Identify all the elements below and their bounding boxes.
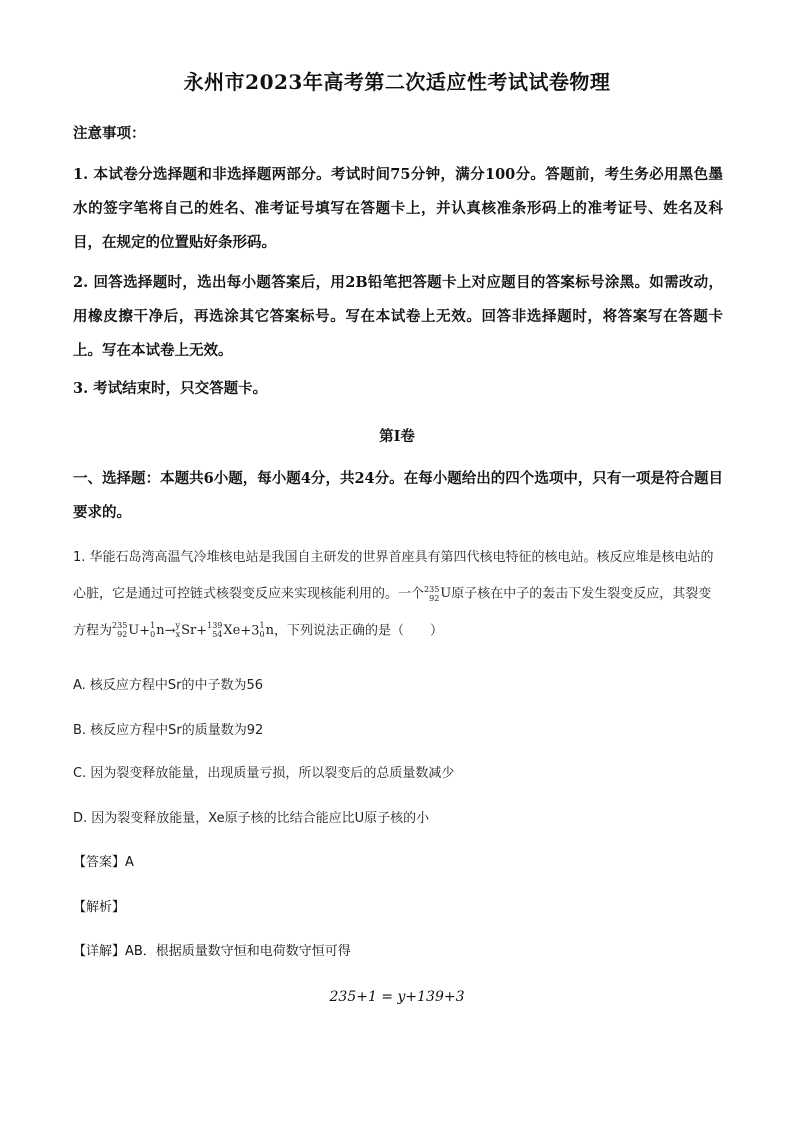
plus-sign-3: + bbox=[240, 623, 252, 638]
n2-symbol: n bbox=[265, 622, 274, 638]
u-mass: 235 bbox=[424, 584, 440, 594]
question-1 bbox=[73, 540, 723, 649]
eq-u-symbol: U bbox=[128, 622, 140, 638]
sr-mass: y bbox=[175, 621, 181, 630]
option-b: B. 核反应方程中Sr的质量数为92 bbox=[73, 723, 264, 738]
equation-uranium bbox=[112, 613, 139, 649]
question-text-c: ，下列说法正确的是（ ） bbox=[274, 623, 444, 638]
page-title: 永州市2023年高考第二次适应性考试试卷物理 bbox=[183, 70, 611, 94]
plus-sign-2: + bbox=[196, 623, 208, 638]
question-text-a: 1. 华能石岛湾高温气冷堆核电站是我国自主研发的世界首座具有第四代核电特征的核电站。核反应堆是核电站的心脏，它是通过可控链式核裂变反应来实现核能利用的。一个 bbox=[73, 550, 714, 602]
n-mass: 1 bbox=[150, 621, 156, 630]
question-text-b: 原子核在中子的轰击下发生裂变反应，其裂变方程为 bbox=[73, 586, 712, 638]
notice-item-1: 1. 本试卷分选择题和非选择题两部分。考试时间75分钟，满分100分。答题前，考生务必用黑色墨水的签字笔将自己的姓名、准考证号填写在答题卡上，并认真核准条形码上的准考证号、姓名及科目，在规定的位置贴好条形码。 bbox=[73, 166, 723, 251]
plus-sign: + bbox=[139, 623, 151, 638]
xe-symbol: Xe bbox=[223, 622, 241, 638]
option-d: D. 因为裂变释放能量，Xe原子核的比结合能应比U原子核的小 bbox=[73, 811, 430, 826]
notice-heading: 注意事项： bbox=[73, 125, 146, 142]
option-c: C. 因为裂变释放能量，出现质量亏损，所以裂变后的总质量数减少 bbox=[73, 766, 455, 781]
uranium-nuclide bbox=[424, 576, 451, 612]
neutron-coefficient: 3 bbox=[251, 623, 260, 638]
detail-text: 【详解】AB．根据质量数守恒和电荷数守恒可得 bbox=[73, 944, 351, 959]
n-charge: 0 bbox=[150, 630, 156, 639]
section-heading: 一、选择题：本题共6小题，每小题4分，共24分。在每小题给出的四个选项中，只有一项是符合题目要求的。 bbox=[73, 470, 723, 521]
n2-mass: 1 bbox=[259, 621, 265, 630]
notice-item-3: 3. 考试结束时，只交答题卡。 bbox=[73, 380, 268, 397]
xe-mass: 139 bbox=[207, 621, 223, 630]
n-symbol: n bbox=[156, 622, 165, 638]
equation-neutron-2 bbox=[260, 613, 274, 649]
u-charge: 92 bbox=[429, 593, 440, 603]
eq-u-charge: 92 bbox=[117, 630, 128, 639]
u-symbol: U bbox=[440, 586, 452, 601]
equation-neutron bbox=[150, 613, 164, 649]
sr-charge: x bbox=[175, 630, 181, 639]
eq-u-mass: 235 bbox=[112, 621, 128, 630]
analysis-label: 【解析】 bbox=[73, 900, 126, 915]
reaction-arrow: → bbox=[164, 623, 176, 638]
mass-equation: 235+1 = y+139+3 bbox=[329, 989, 465, 1005]
volume-heading: 第Ⅰ卷 bbox=[379, 428, 415, 445]
equation-strontium bbox=[176, 613, 197, 649]
equation-xenon bbox=[207, 613, 240, 649]
sr-symbol: Sr bbox=[181, 622, 197, 638]
notice-item-2: 2. 回答选择题时，选出每小题答案后，用2B铅笔把答题卡上对应题目的答案标号涂黑。如需改动，用橡皮擦干净后，再选涂其它答案标号。写在本试卷上无效。回答非选择题时，将答案写在答题卡上。写在本试卷上无效。 bbox=[73, 274, 723, 359]
option-a: A. 核反应方程中Sr的中子数为56 bbox=[73, 678, 264, 693]
n2-charge: 0 bbox=[259, 630, 265, 639]
answer-label: 【答案】A bbox=[73, 855, 134, 870]
xe-charge: 54 bbox=[212, 630, 223, 639]
